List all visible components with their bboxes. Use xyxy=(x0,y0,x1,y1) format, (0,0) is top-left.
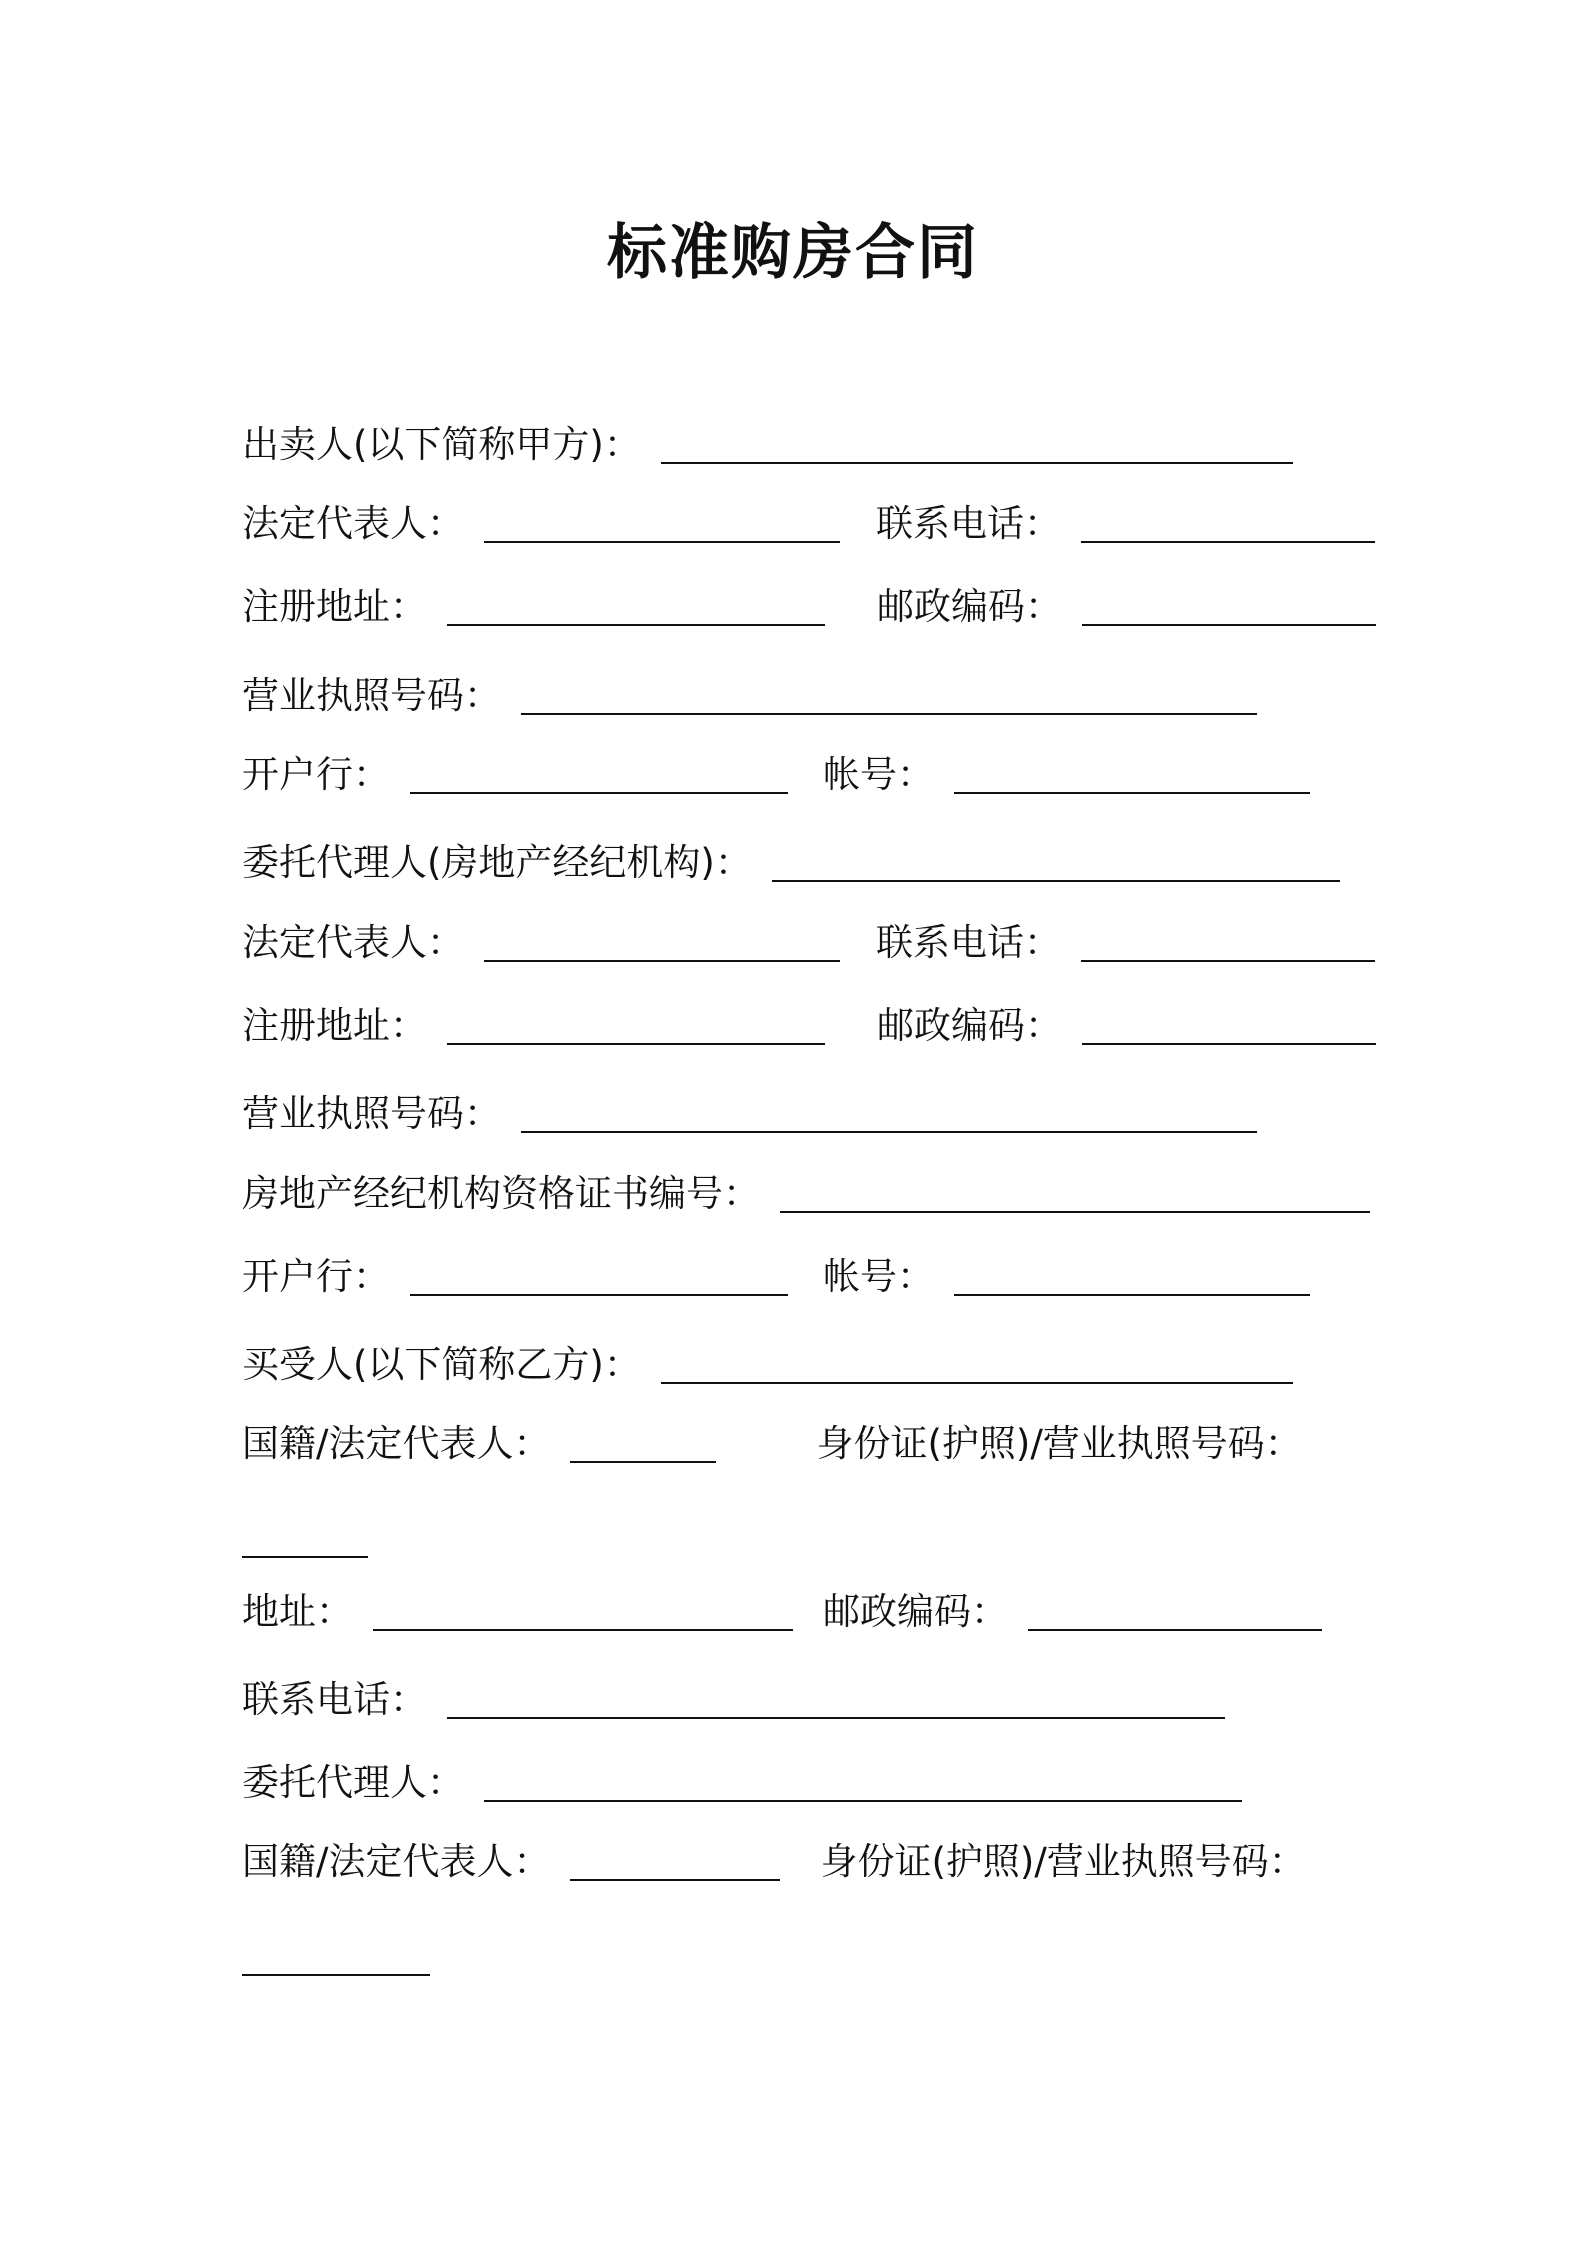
field-label: 开户行： xyxy=(242,753,390,796)
legal-rep-field xyxy=(242,501,840,547)
form-line-buyer-agent xyxy=(242,1756,1242,1806)
field-label: 帐号： xyxy=(823,753,934,796)
field-label: 邮政编码： xyxy=(877,585,1062,628)
field-label: 法定代表人： xyxy=(242,921,464,964)
form-line-buyer-id-number xyxy=(242,1512,368,1562)
phone-blank[interactable] xyxy=(1081,920,1375,962)
agent-field xyxy=(242,1760,1242,1806)
field-label: 帐号： xyxy=(823,1255,934,1298)
form-line-buyer-phone xyxy=(242,1673,1225,1723)
bank-field xyxy=(242,1254,788,1300)
address-blank[interactable] xyxy=(373,1589,793,1631)
field-label: 营业执照号码： xyxy=(242,674,501,717)
form-line-agent-bank xyxy=(242,1250,1310,1300)
bank-field xyxy=(242,752,788,798)
agent-blank[interactable] xyxy=(484,1760,1242,1802)
buyer-field xyxy=(242,1342,1293,1388)
account-field xyxy=(823,1254,1310,1300)
phone-field xyxy=(242,1677,1225,1723)
postcode-field xyxy=(823,1589,1322,1635)
bank-blank[interactable] xyxy=(410,752,788,794)
form-line-seller-bank xyxy=(242,748,1310,798)
field-label: 营业执照号码： xyxy=(242,1092,501,1135)
field-label: 身份证(护照)/营业执照号码： xyxy=(816,1422,1302,1465)
field-label: 出卖人(以下简称甲方)： xyxy=(242,423,641,466)
nationality-blank[interactable] xyxy=(570,1421,716,1463)
field-label: 注册地址： xyxy=(242,1004,427,1047)
address-blank[interactable] xyxy=(447,1003,825,1045)
field-label: 委托代理人： xyxy=(242,1761,464,1804)
postcode-field xyxy=(877,584,1376,630)
license-field xyxy=(242,673,1257,719)
buyer-blank[interactable] xyxy=(661,1342,1293,1384)
field-label: 开户行： xyxy=(242,1255,390,1298)
certificate-field xyxy=(242,1171,1370,1217)
postcode-blank[interactable] xyxy=(1028,1589,1322,1631)
legal-rep-blank[interactable] xyxy=(484,920,840,962)
phone-blank[interactable] xyxy=(1081,501,1375,543)
id-number-continuation xyxy=(242,1516,368,1562)
form-line-seller xyxy=(242,418,1293,468)
postcode-field xyxy=(877,1003,1376,1049)
form-line-seller-address xyxy=(242,580,1376,630)
form-line-buyer-nationality xyxy=(242,1417,1302,1467)
form-line-seller-license xyxy=(242,669,1257,719)
form-line-buyer xyxy=(242,1338,1293,1388)
nationality-field xyxy=(242,1421,716,1467)
field-label: 身份证(护照)/营业执照号码： xyxy=(820,1840,1306,1883)
id-number-field xyxy=(820,1839,1305,1885)
field-label: 国籍/法定代表人： xyxy=(242,1840,551,1883)
field-label: 联系电话： xyxy=(876,921,1061,964)
field-label: 委托代理人(房地产经纪机构)： xyxy=(242,841,752,884)
id-number-blank[interactable] xyxy=(242,1516,368,1558)
field-label: 法定代表人： xyxy=(242,502,464,545)
certificate-blank[interactable] xyxy=(780,1171,1370,1213)
id-number-blank[interactable] xyxy=(242,1934,430,1976)
page-title: 标准购房合同 xyxy=(607,218,979,288)
nationality-blank[interactable] xyxy=(570,1839,780,1881)
form-line-agent-certificate xyxy=(242,1167,1370,1217)
form-line-agent-license xyxy=(242,1087,1257,1137)
field-label: 联系电话： xyxy=(242,1678,427,1721)
phone-field xyxy=(876,920,1375,966)
field-label: 邮政编码： xyxy=(823,1590,1008,1633)
agent-field xyxy=(242,840,1340,886)
field-label: 邮政编码： xyxy=(877,1004,1062,1047)
legal-rep-field xyxy=(242,920,840,966)
field-label: 联系电话： xyxy=(876,502,1061,545)
nationality-field xyxy=(242,1839,780,1885)
account-blank[interactable] xyxy=(954,1254,1310,1296)
account-blank[interactable] xyxy=(954,752,1310,794)
id-number-field xyxy=(816,1421,1301,1467)
agent-blank[interactable] xyxy=(772,840,1340,882)
address-field xyxy=(242,1589,793,1635)
legal-rep-blank[interactable] xyxy=(484,501,840,543)
seller-blank[interactable] xyxy=(661,422,1293,464)
field-label: 地址： xyxy=(242,1590,353,1633)
form-line-seller-legal-rep xyxy=(242,497,1375,547)
form-line-agent-legal-rep xyxy=(242,916,1375,966)
id-number-continuation xyxy=(242,1934,430,1980)
form-line-agent-nationality xyxy=(242,1835,1306,1885)
field-label: 买受人(以下简称乙方)： xyxy=(242,1343,641,1386)
address-field xyxy=(242,584,825,630)
phone-field xyxy=(876,501,1375,547)
form-line-buyer-address xyxy=(242,1585,1322,1635)
license-blank[interactable] xyxy=(521,673,1257,715)
field-label: 国籍/法定代表人： xyxy=(242,1422,551,1465)
account-field xyxy=(823,752,1310,798)
seller-field xyxy=(242,422,1293,468)
form-line-agent-id-number xyxy=(242,1930,430,1980)
field-label: 注册地址： xyxy=(242,585,427,628)
field-label: 房地产经纪机构资格证书编号： xyxy=(242,1172,760,1215)
license-field xyxy=(242,1091,1257,1137)
license-blank[interactable] xyxy=(521,1091,1257,1133)
address-blank[interactable] xyxy=(447,584,825,626)
form-line-agent xyxy=(242,836,1340,886)
postcode-blank[interactable] xyxy=(1082,1003,1376,1045)
address-field xyxy=(242,1003,825,1049)
bank-blank[interactable] xyxy=(410,1254,788,1296)
postcode-blank[interactable] xyxy=(1082,584,1376,626)
form-line-agent-address xyxy=(242,999,1376,1049)
phone-blank[interactable] xyxy=(447,1677,1225,1719)
